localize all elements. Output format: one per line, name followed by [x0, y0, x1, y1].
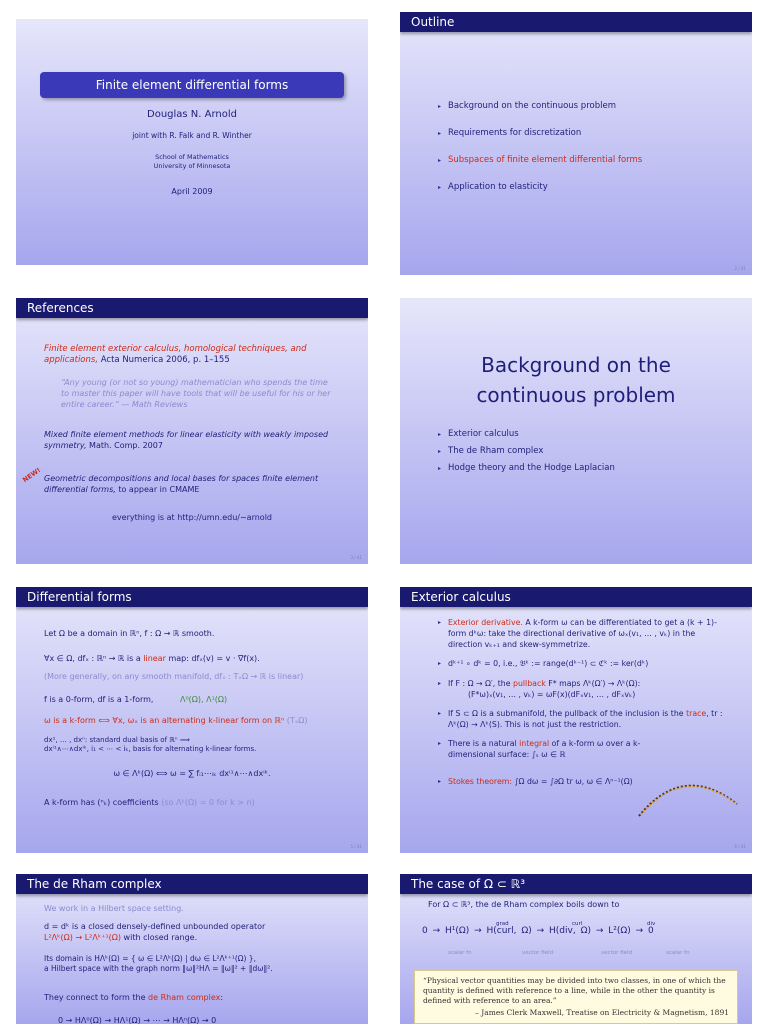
coauthors: joint with R. Falk and R. Winther: [132, 131, 252, 140]
slide-header: The de Rham complex: [16, 874, 368, 894]
maxwell-citation: – James Clerk Maxwell, Treatise on Electricity & Magnetism, 1891: [475, 1008, 729, 1017]
reference-2-source: Math. Comp. 2007: [86, 441, 163, 450]
page-number: 3 / 41: [350, 555, 362, 560]
outline-list: [438, 93, 642, 201]
bullet-pullback: [438, 678, 728, 700]
line-domain: Let Ω be a domain in ℝⁿ, f : Ω → ℝ smooth.: [44, 629, 215, 638]
line-operator: [44, 921, 354, 943]
slide-title[interactable]: [16, 19, 368, 265]
outline-item-current: ▸ Subspaces of finite element differential forms: [438, 147, 642, 174]
line-linear-map-a: ∀x ∈ Ω, dfₓ : ℝⁿ → ℝ is a: [44, 654, 144, 663]
reference-1-source: Acta Numerica 2006, p. 1–155: [98, 355, 230, 365]
line-domain-space: Its domain is HΛᵏ(Ω) = { ω ∈ L²Λᵏ(Ω) | dω ∈ L²Λᵏ⁺¹(Ω) },: [44, 954, 256, 963]
bullet-pullback-c: F* maps Λᵏ(Ω′) → Λᵏ(Ω):: [545, 679, 641, 688]
reference-3-title: Geometric decompositions and local bases for spaces finite element differential forms,: [44, 474, 319, 494]
slide-header: Differential forms: [16, 587, 368, 607]
page-number: 2 / 41: [734, 266, 746, 271]
slide-outline[interactable]: [400, 12, 752, 275]
website-link[interactable]: everything is at http://umn.edu/∼arnold: [111, 513, 272, 522]
line-manifold: (More generally, on any smooth manifold, dfₓ : TₓΩ → ℝ is linear): [44, 672, 304, 681]
page-number: 6 / 41: [734, 844, 746, 849]
bullet-trace-a: If S ⊂ Ω is a submanifold, the pullback of the inclusion is the: [448, 709, 687, 718]
reference-3: [44, 473, 344, 495]
keyword-integral: integral: [519, 739, 550, 748]
r3-sequence: 0 → H¹(Ω) → H(curl, Ω) → H(div, Ω) → L²(Ω) → 0: [422, 926, 654, 936]
line-linear-map-c: map: dfₓ(v) = v · ∇f(x).: [165, 654, 260, 663]
bullet-integral-a: There is a natural: [448, 739, 520, 748]
section-title-line-2: continuous problem: [476, 383, 676, 407]
exterior-list: [438, 617, 728, 787]
section-title-line-1: Background on the: [481, 353, 671, 377]
slide-header: The case of Ω ⊂ ℝ³: [400, 874, 752, 894]
bullet-pullback-a: If F : Ω → Ω′, the: [448, 679, 513, 688]
slide-header: Outline: [400, 12, 752, 32]
outline-item: ▸ Background on the continuous problem: [438, 93, 642, 120]
bullet-pullback-formula: (F*ω)ₓ(v₁, … , vₖ) = ωF(x)(dFₓv₁, … , dFₓvₖ): [468, 690, 636, 699]
bullet-trace: [438, 708, 728, 730]
slide-exterior-calculus[interactable]: [400, 587, 752, 853]
line-operator-map: L²Λᵏ(Ω) → L²Λᵏ⁺¹(Ω): [44, 933, 122, 942]
new-badge: NEW!: [21, 466, 43, 485]
keyword-trace: trace: [686, 709, 707, 718]
line-linear-map: [44, 653, 260, 664]
section-item: ▸ The de Rham complex: [438, 443, 615, 460]
section-item: ▸ Hodge theory and the Hodge Laplacian: [438, 460, 615, 477]
keyword-exterior-derivative: Exterior derivative.: [448, 618, 523, 627]
label-vector-field-2: vector field: [601, 950, 633, 956]
label-vector-field-1: vector field: [522, 950, 554, 956]
reference-1: [44, 344, 344, 366]
keyword-pullback: pullback: [513, 679, 546, 688]
bullet-exterior-derivative-text: A k-form ω can be differentiated to get a (k + 1)-form dᵏω: take the directional derivative of ωₓ(v₁, … , vₖ) in the direction vₖ₊₁ and skew-symmetrize.: [448, 618, 717, 649]
line-connect: [44, 992, 223, 1003]
label-scalar-fn-1: scalar fn: [448, 950, 472, 956]
reference-2-title: Mixed finite element methods for linear elasticity with weakly imposed symmetry,: [44, 430, 329, 450]
de-rham-sequence: 0 → HΛ⁰(Ω) → HΛ¹(Ω) → ⋯ → HΛⁿ(Ω) → 0: [58, 1016, 217, 1024]
slide-header: References: [16, 298, 368, 318]
keyword-linear: linear: [143, 654, 166, 663]
reference-3-source: to appear in CMAME: [115, 485, 200, 494]
line-kform: [44, 715, 364, 726]
author: Douglas N. Arnold: [147, 109, 237, 120]
line-forms-spaces: Λ⁰(Ω), Λ¹(Ω): [180, 695, 228, 704]
line-operator-c: with closed range.: [121, 933, 198, 942]
bullet-integral: [438, 738, 658, 760]
label-scalar-fn-2: scalar fn: [666, 950, 690, 956]
title-box: Finite element differential forms: [40, 72, 344, 98]
bullet-exterior-derivative: [438, 617, 728, 650]
keyword-stokes: Stokes theorem:: [448, 777, 512, 786]
line-graph-norm: a Hilbert space with the graph norm ‖ω‖²HΛ = ‖ω‖² + ‖dω‖².: [44, 964, 273, 973]
slide-section-background[interactable]: [400, 298, 752, 564]
keyword-de-rham: de Rham complex: [148, 993, 221, 1002]
line-kform-b: (TₓΩ): [284, 716, 308, 725]
outline-item: ▸ Application to elasticity: [438, 174, 642, 201]
review-quote: “Any young (or not so young) mathematician who spends the time to master this paper will have tools that will be useful for his or her entire career.” — Math Reviews: [61, 378, 331, 409]
affiliation-1: School of Mathematics: [155, 153, 229, 161]
page-number: 5 / 41: [350, 844, 362, 849]
outline-item: ▸ Requirements for discretization: [438, 120, 642, 147]
line-coefficients-a: A k-form has (ⁿₖ) coefficients: [44, 798, 159, 807]
reference-2: [44, 429, 334, 451]
bullet-dd-zero: ▸ dᵏ⁺¹ ∘ dᵏ = 0, i.e., 𝔅ᵏ := range(dᵏ⁻¹) ⊂ ℭᵏ := ker(dᵏ): [438, 658, 728, 669]
line-forms: [44, 694, 227, 705]
line-forms-a: f is a 0-form, df is a 1-form,: [44, 695, 154, 704]
reference-1-title: Finite element exterior calculus, homological techniques, and applications,: [44, 344, 307, 365]
slide-de-rham-complex[interactable]: [16, 874, 368, 1024]
bullet-stokes-formula: ∫Ω dω = ∫∂Ω tr ω, ω ∈ Λⁿ⁻¹(Ω): [511, 777, 633, 786]
bullet-trace-c: , tr : Λᵏ(Ω) → Λᵏ(S). This is not just the restriction.: [448, 709, 723, 729]
line-kform-a: ω is a k-form ⟺ ∀x, ωₓ is an alternating k-linear form on ℝⁿ: [44, 716, 285, 725]
line-r3-intro: For Ω ⊂ ℝ³, the de Rham complex boils down to: [428, 900, 620, 909]
line-connect-a: They connect to form the: [44, 993, 149, 1002]
bullet-integral-c: of a k-form ω over a k-dimensional surface: ∫ₛ ω ∈ ℝ: [448, 739, 641, 759]
line-operator-a: d = dᵏ is a closed densely-defined unbounded operator: [44, 922, 266, 931]
section-item: ▸ Exterior calculus: [438, 426, 615, 443]
line-basis-2: dxⁱ¹∧⋯∧dxⁱᵏ, i₁ < ⋯ < iₖ, basis for alternating k-linear forms.: [44, 745, 257, 753]
op-div: div: [647, 921, 656, 927]
op-curl: curl: [572, 921, 583, 927]
slide-references[interactable]: [16, 298, 368, 564]
affiliation-2: University of Minnesota: [153, 162, 231, 170]
line-connect-c: :: [220, 993, 224, 1002]
section-list: [438, 426, 615, 477]
slide-header: Exterior calculus: [400, 587, 752, 607]
maxwell-quote: [414, 970, 738, 1024]
maxwell-quote-text: “Physical vector quantities may be divided into two classes, in one of which the quantity is defined with reference to a line, while in the other the quantity is defined with reference to an area.”: [423, 976, 726, 1005]
op-grad: grad: [496, 921, 509, 927]
surface-arc-illustration: [633, 772, 743, 822]
date: April 2009: [171, 187, 213, 196]
line-coefficients: [44, 797, 255, 808]
slide-differential-forms[interactable]: [16, 587, 368, 853]
line-basis-1: dx¹, … , dxⁿ: standard dual basis of ℝⁿ ⟹: [44, 736, 190, 744]
formula-kform: ω ∈ Λᵏ(Ω) ⟺ ω = ∑ fᵢ₁⋯ᵢₖ dxⁱ¹∧⋯∧dxⁱᵏ.: [113, 769, 271, 778]
slide-case-r3[interactable]: [400, 874, 752, 1024]
line-coefficients-b: (so Λᵏ(Ω) = 0 for k > n): [158, 798, 255, 807]
line-hilbert: We work in a Hilbert space setting.: [44, 904, 184, 913]
